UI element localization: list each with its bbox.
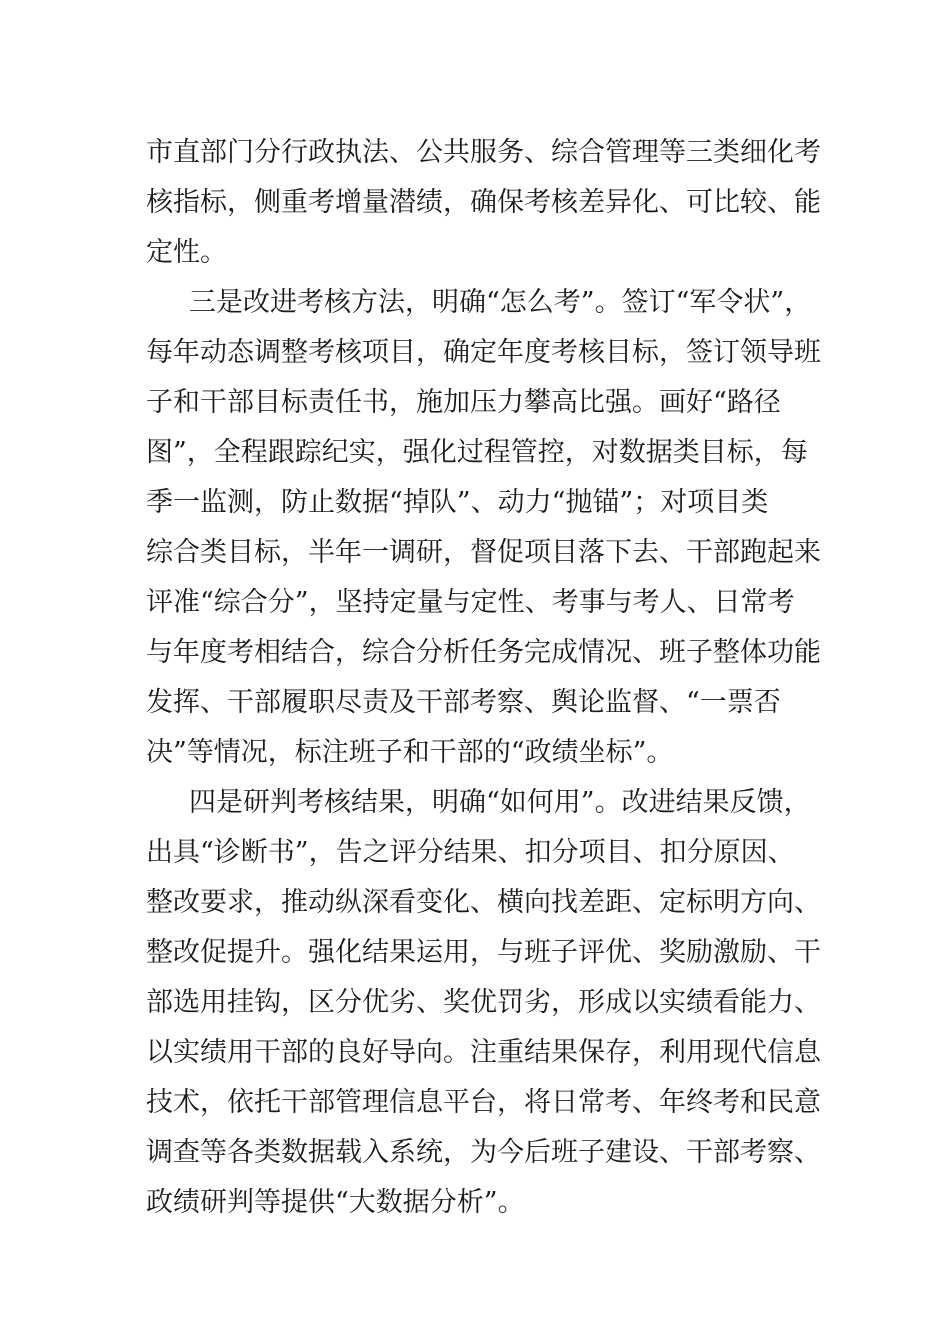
text-line: 技术，依托干部管理信息平台，将日常考、年终考和民意 — [146, 1087, 821, 1118]
text-line: 图”，全程跟踪纪实，强化过程管控，对数据类目标，每 — [146, 437, 808, 468]
text-line: 整改要求，推动纵深看变化、横向找差距、定标明方向、 — [146, 887, 821, 918]
text-line: 出具“诊断书”，告之评分结果、扣分项目、扣分原因、 — [146, 837, 795, 868]
text-line: 三是改进考核方法，明确“怎么考”。签订“军令状”， — [189, 287, 812, 318]
text-line: 核指标，侧重考增量潜绩，确保考核差异化、可比较、能 — [146, 187, 821, 218]
text-line: 四是研判考核结果，明确“如何用”。改进结果反馈， — [189, 787, 811, 818]
text-line: 子和干部目标责任书，施加压力攀高比强。画好“路径 — [146, 387, 781, 418]
text-line: 政绩研判等提供“大数据分析”。 — [146, 1187, 525, 1218]
text-line: 部选用挂钩，区分优劣、奖优罚劣，形成以实绩看能力、 — [146, 987, 821, 1018]
text-line: 综合类目标，半年一调研，督促项目落下去、干部跑起来 — [146, 537, 821, 568]
text-line: 发挥、干部履职尽责及干部考察、舆论监督、“一票否 — [146, 687, 781, 718]
text-line: 评准“综合分”，坚持定量与定性、考事与考人、日常考 — [146, 587, 795, 618]
text-line: 以实绩用干部的良好导向。注重结果保存，利用现代信息 — [146, 1037, 821, 1068]
text-line: 调查等各类数据载入系统，为今后班子建设、干部考察、 — [146, 1137, 821, 1168]
text-line: 与年度考相结合，综合分析任务完成情况、班子整体功能 — [146, 637, 821, 668]
text-line: 定性。 — [146, 237, 227, 268]
paragraph-method — [146, 278, 821, 778]
paragraph-results — [146, 778, 821, 1228]
text-line: 季一监测，防止数据“掉队”、动力“抛锚”；对项目类 — [146, 487, 769, 518]
document-body — [146, 128, 821, 1228]
text-line: 市直部门分行政执法、公共服务、综合管理等三类细化考 — [146, 137, 821, 168]
paragraph-continuation — [146, 128, 821, 278]
text-line: 整改促提升。强化结果运用，与班子评优、奖励激励、干 — [146, 937, 821, 968]
text-line: 决”等情况，标注班子和干部的“政绩坐标”。 — [146, 737, 674, 768]
text-line: 每年动态调整考核项目，确定年度考核目标，签订领导班 — [146, 337, 821, 368]
